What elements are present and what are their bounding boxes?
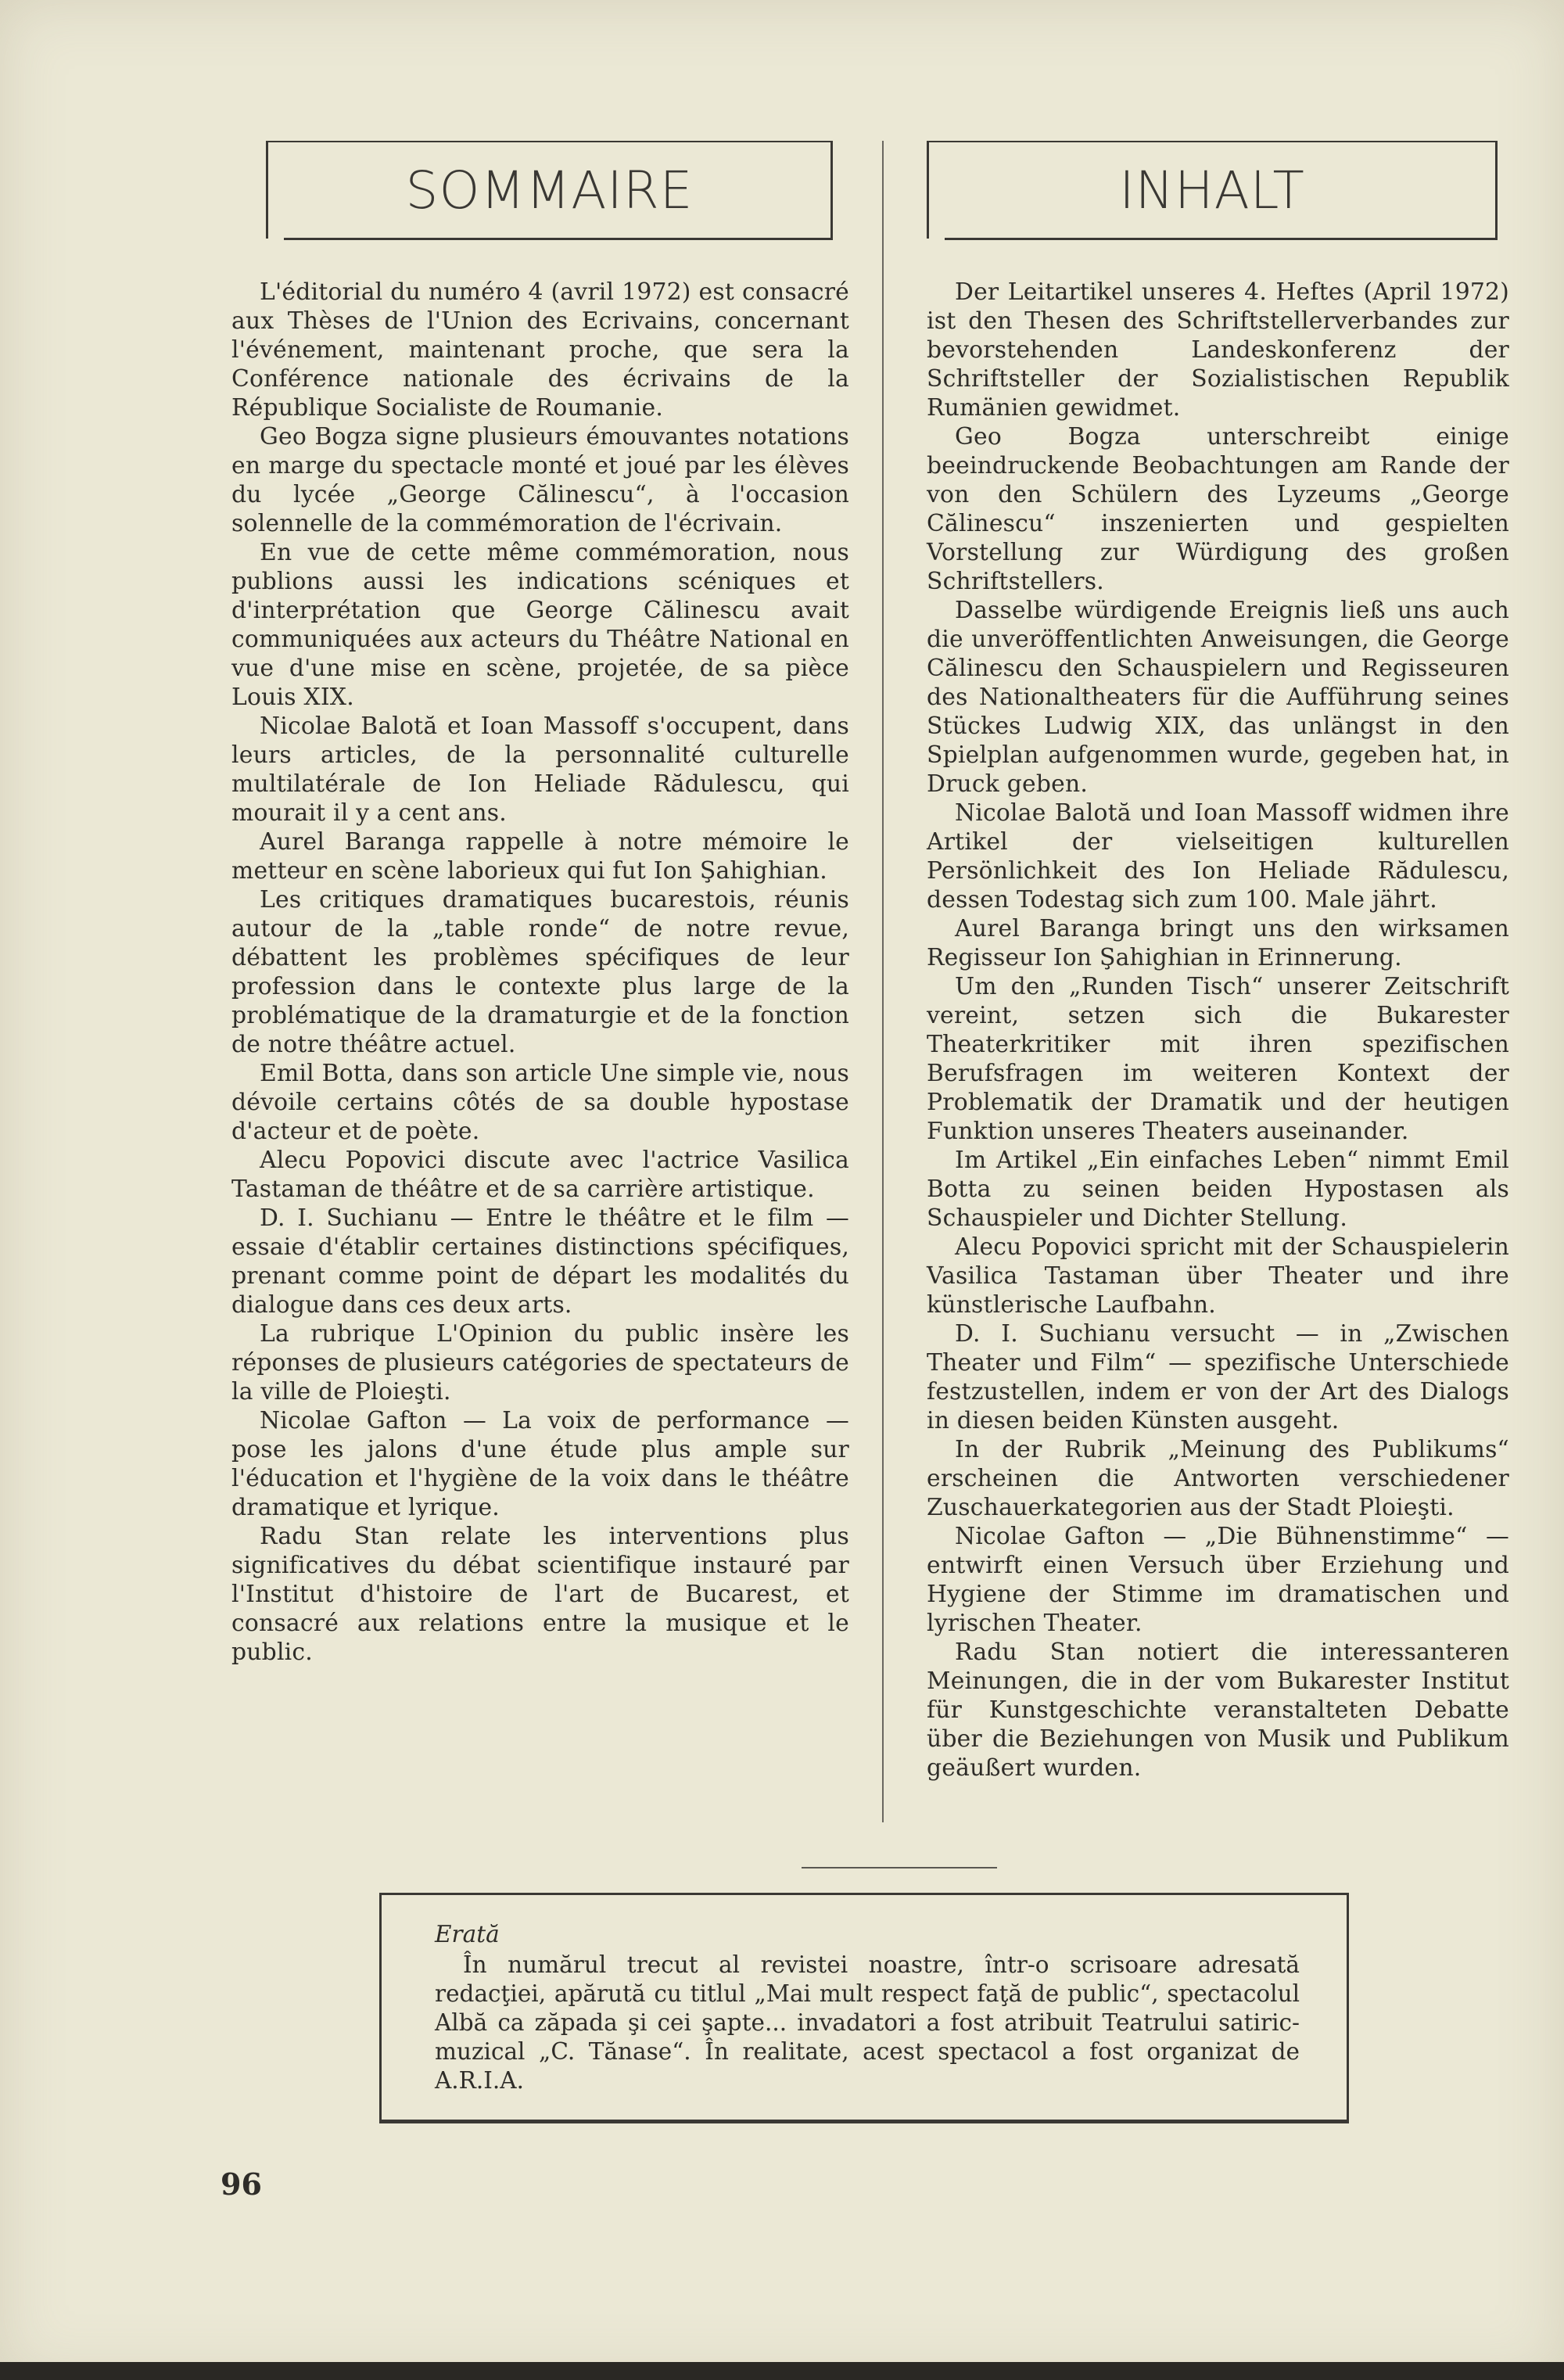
de-paragraph: In der Rubrik „Meinung des Publikums“ erscheinen die Antworten verschiedener Zuschauerkategorien aus der Stadt Ploieşti. [927, 1436, 1509, 1521]
fr-paragraph: Geo Bogza signe plusieurs émouvantes notations en marge du spectacle monté et joué par les élèves du lycée „George Călinescu“, à l'occasion solennelle de la commémoration de l'écrivain. [231, 423, 849, 537]
de-paragraph: Nicolae Gafton — „Die Bühnenstimme“ — entwirft einen Versuch über Erziehung und Hygiene der Stimme im dramatischen und lyrischen Theater. [927, 1523, 1509, 1637]
inhalt-heading [927, 141, 1498, 239]
erata-text: În numărul trecut al revistei noastre, într-o scrisoare adresată redacţiei, apărută cu titlul „Mai mult respect faţă de public“, spectacolul Albă ca zăpada şi cei şapte... invadatori a fost atribuit Teatrului satiric-muzical „C. Tănase“. În realitate, acest spectacol a fost organizat de A.R.I.A. [435, 1951, 1300, 2094]
sommaire-heading-text: SOMMAIRE [405, 160, 694, 221]
de-paragraph: Radu Stan notiert die interessanteren Meinungen, die in der vom Bukarester Institut für Kunstgeschichte veranstalteten Debatte über die Beziehungen von Musik und Publikum geäußert wurden. [927, 1639, 1509, 1782]
column-divider [882, 141, 884, 1822]
fr-paragraph: Nicolae Balotă et Ioan Massoff s'occupent, dans leurs articles, de la personnalité culturelle multilatérale de Ion Heliade Rădulescu, qui mourait il y a cent ans. [231, 713, 849, 827]
fr-paragraph: L'éditorial du numéro 4 (avril 1972) est consacré aux Thèses de l'Union des Ecrivains, concernant l'événement, maintenant proche, que sera la Conférence nationale des écrivains de la République Socialiste de Roumanie. [231, 278, 849, 422]
fr-paragraph: Aurel Baranga rappelle à notre mémoire le metteur en scène laborieux qui fut Ion Şahighian. [231, 828, 849, 885]
de-paragraph: Aurel Baranga bringt uns den wirksamen Regisseur Ion Şahighian in Erinnerung. [927, 915, 1509, 971]
heading-rule [945, 238, 1498, 240]
heading-rule [284, 238, 833, 240]
de-paragraph: D. I. Suchianu versucht — in „Zwischen Theater und Film“ — spezifische Unterschiede festzustellen, indem er von der Art des Dialogs in diesen beiden Künsten ausgeht. [927, 1320, 1509, 1434]
inhalt-heading-text: INHALT [1119, 160, 1305, 221]
erata-title: Erată [435, 1921, 500, 1947]
sommaire-heading [266, 141, 833, 239]
fr-paragraph: Emil Botta, dans son article Une simple vie, nous dévoile certains côtés de sa double hypostase d'acteur et de poète. [231, 1060, 849, 1145]
erata-separator-rule [802, 1867, 997, 1868]
de-paragraph: Geo Bogza unterschreibt einige beeindruckende Beobachtungen am Rande der von den Schülern des Lyzeums „George Călinescu“ inszenierten und gespielten Vorstellung zur Würdigung des großen Schriftstellers. [927, 423, 1509, 595]
erata-box [379, 1893, 1349, 2123]
fr-paragraph: Alecu Popovici discute avec l'actrice Vasilica Tastaman de théâtre et de sa carrière artistique. [231, 1147, 849, 1203]
german-summary-column [927, 278, 1509, 1782]
de-paragraph: Alecu Popovici spricht mit der Schauspielerin Vasilica Tastaman über Theater und ihre künstlerische Laufbahn. [927, 1233, 1509, 1319]
scan-edge [0, 2362, 1564, 2380]
de-paragraph: Im Artikel „Ein einfaches Leben“ nimmt Emil Botta zu seinen beiden Hypostasen als Schauspieler und Dichter Stellung. [927, 1147, 1509, 1232]
fr-paragraph: Les critiques dramatiques bucarestois, réunis autour de la „table ronde“ de notre revue, débattent les problèmes spécifiques de leur profession dans le contexte plus large de la problématique de la dramaturgie et de la fonction de notre théâtre actuel. [231, 886, 849, 1058]
fr-paragraph: Radu Stan relate les interventions plus significatives du débat scientifique instauré par l'Institut d'histoire de l'art de Bucarest, et consacré aux relations entre la musique et le public. [231, 1523, 849, 1666]
de-paragraph: Um den „Runden Tisch“ unserer Zeitschrift vereint, setzen sich die Bukarester Theaterkritiker mit ihren spezifischen Berufsfragen im weiteren Kontext der Problematik der Dramatik und der heutigen Funktion unseres Theaters auseinander. [927, 973, 1509, 1145]
fr-paragraph: La rubrique L'Opinion du public insère les réponses de plusieurs catégories de spectateurs de la ville de Ploieşti. [231, 1320, 849, 1405]
de-paragraph: Nicolae Balotă und Ioan Massoff widmen ihre Artikel der vielseitigen kulturellen Persönlichkeit des Ion Heliade Rădulescu, dessen Todestag sich zum 100. Male jährt. [927, 799, 1509, 914]
fr-paragraph: En vue de cette même commémoration, nous publions aussi les indications scéniques et d'interprétation que George Călinescu avait communiquées aux acteurs du Théâtre National en vue d'une mise en scène, projetée, de sa pièce Louis XIX. [231, 539, 849, 711]
fr-paragraph: Nicolae Gafton — La voix de performance — pose les jalons d'une étude plus ample sur l'éducation et l'hygiène de la voix dans le théâtre dramatique et lyrique. [231, 1407, 849, 1521]
fr-paragraph: D. I. Suchianu — Entre le théâtre et le film — essaie d'établir certaines distinctions spécifiques, prenant comme point de départ les modalités du dialogue dans ces deux arts. [231, 1204, 849, 1319]
de-paragraph: Dasselbe würdigende Ereignis ließ uns auch die unveröffentlichten Anweisungen, die George Călinescu den Schauspielern und Regisseuren des Nationaltheaters für die Aufführung seines Stückes Ludwig XIX, das unlängst in den Spielplan aufgenommen wurde, gegeben hat, in Druck geben. [927, 597, 1509, 798]
page-number: 96 [221, 2166, 262, 2202]
de-paragraph: Der Leitartikel unseres 4. Heftes (April 1972) ist den Thesen des Schriftstellerverbandes zur bevorstehenden Landeskonferenz der Schriftsteller der Sozialistischen Republik Rumänien gewidmet. [927, 278, 1509, 422]
french-summary-column [231, 278, 849, 1667]
